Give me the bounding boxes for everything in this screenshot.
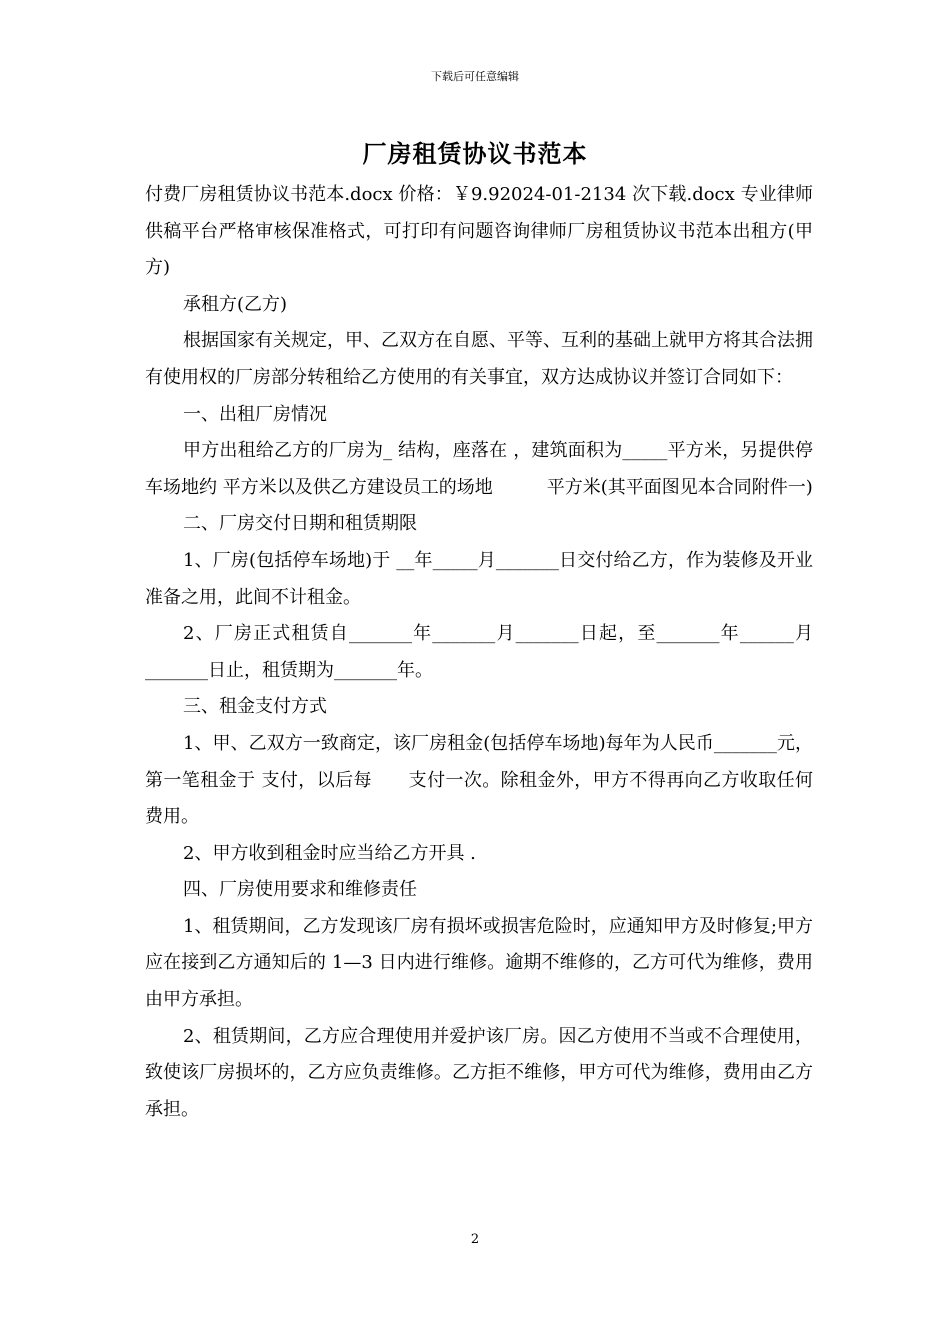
- paragraph-1: 甲方出租给乙方的厂房为_ 结构，座落在 ，建筑面积为_____平方米，另提供停车场地约 平方米以及供乙方建设员工的场地 平方米(其平面图见本合同附件一): [145, 440, 813, 498]
- paragraph-lessee: 承租方(乙方): [183, 293, 288, 315]
- paragraph-2-1: 1、厂房(包括停车场地)于 __年_____月_______日交付给乙方，作为装修及开业准备之用，此间不计租金。: [145, 549, 813, 608]
- paragraph-4-2: 2、租赁期间，乙方应合理使用并爱护该厂房。因乙方使用不当或不合理使用，致使该厂房损坏的，乙方应负责维修。乙方拒不维修，甲方可代为维修，费用由乙方承担。: [145, 1025, 813, 1120]
- paragraph-intro: 付费厂房租赁协议书范本.docx 价格：￥9.92024-01-2134 次下载.docx 专业律师供稿平台严格审核保准格式，可打印有问题咨询律师厂房租赁协议书范本出租方(甲方): [145, 184, 813, 279]
- document-body: [145, 177, 813, 1128]
- page-number: 2: [470, 1232, 480, 1247]
- document-title: 厂房租赁协议书范本: [362, 140, 588, 168]
- header-note: 下载后可任意编辑: [431, 70, 519, 83]
- paragraph-2-2: 2、厂房正式租赁自_______年_______月_______日起，至_______年______月_______日止，租赁期为_______年。: [145, 623, 813, 681]
- paragraph-4-1: 1、租赁期间，乙方发现该厂房有损坏或损害危险时，应通知甲方及时修复;甲方应在接到乙方通知后的 1—3 日内进行维修。逾期不维修的，乙方可代为维修，费用由甲方承担。: [145, 915, 813, 1011]
- section-heading-4: 四、厂房使用要求和维修责任: [183, 879, 417, 901]
- section-heading-2: 二、厂房交付日期和租赁期限: [183, 513, 417, 535]
- paragraph-preamble: 根据国家有关规定，甲、乙双方在自愿、平等、互利的基础上就甲方将其合法拥有使用权的厂房部分转租给乙方使用的有关事宜，双方达成协议并签订合同如下：: [145, 330, 813, 388]
- section-heading-1: 一、出租厂房情况: [183, 403, 327, 425]
- section-heading-3: 三、租金支付方式: [183, 696, 327, 718]
- paragraph-3-2: 2、甲方收到租金时应当给乙方开具 .: [183, 842, 476, 864]
- paragraph-3-1: 1、甲、乙双方一致商定，该厂房租金(包括停车场地)每年为人民币_______元，第一笔租金于 支付，以后每 支付一次。除租金外，甲方不得再向乙方收取任何费用。: [145, 732, 813, 828]
